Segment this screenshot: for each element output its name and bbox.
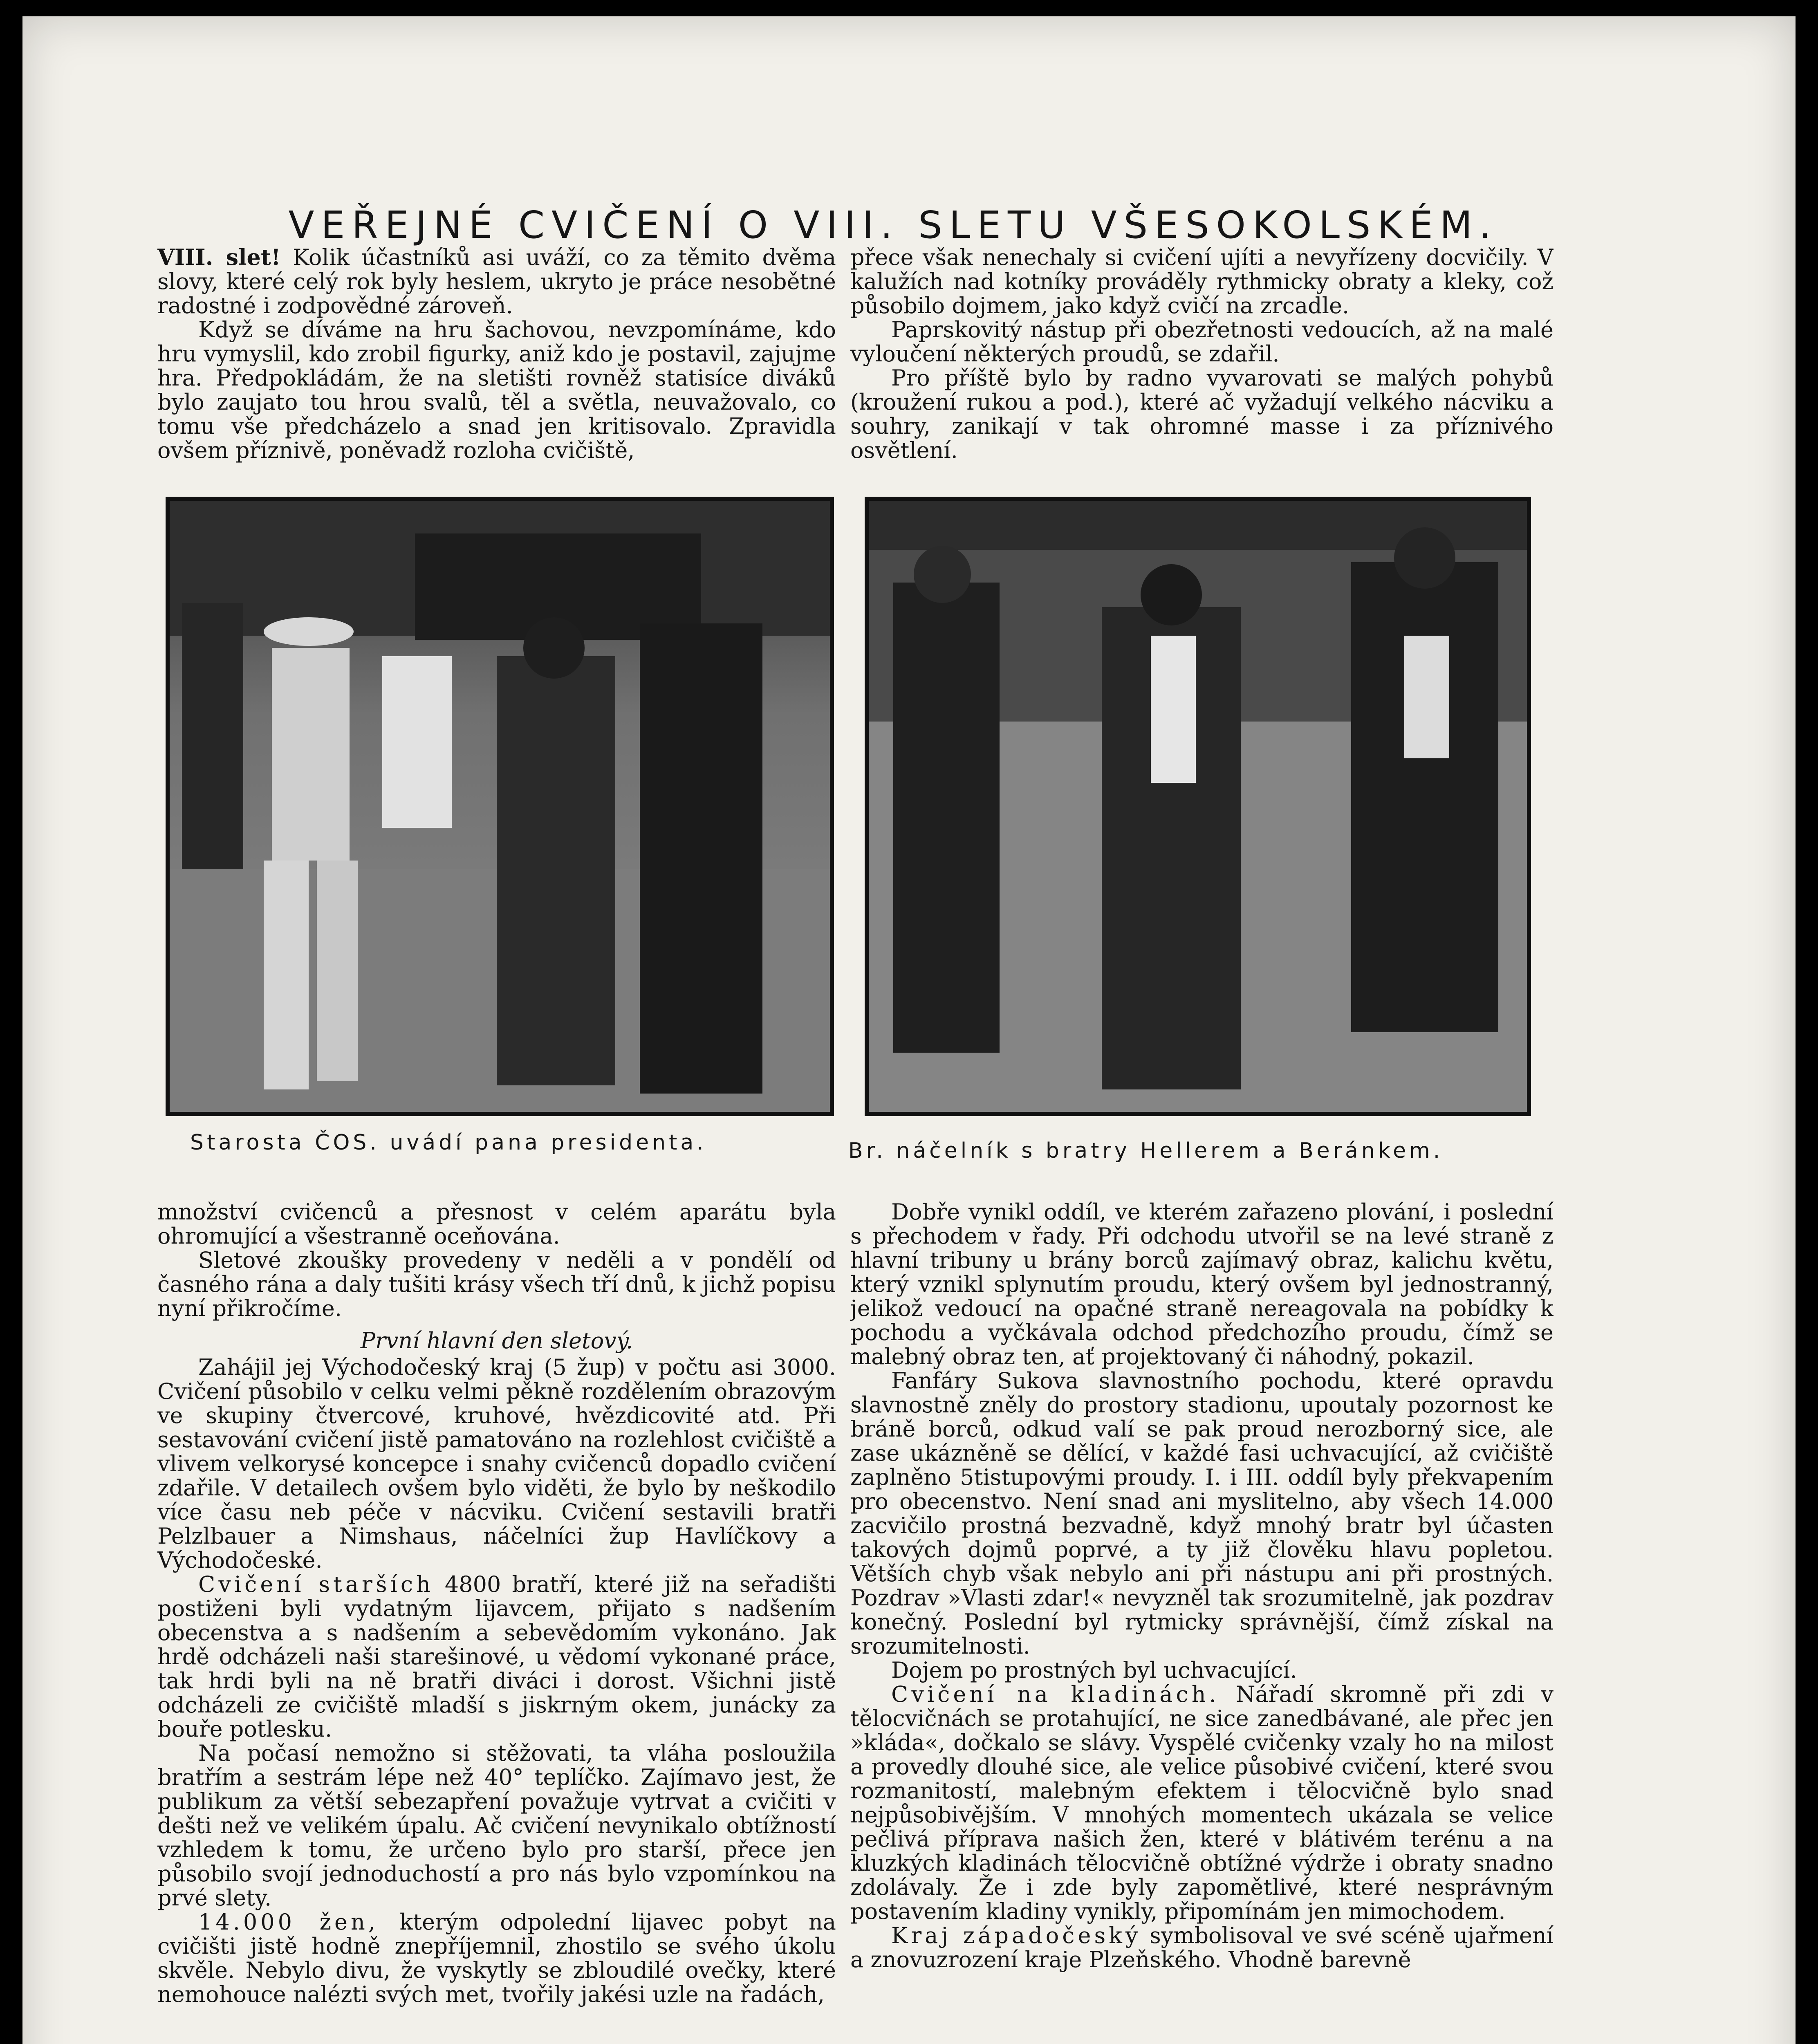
paragraph: Sletové zkoušky provedeny v neděli a v pondělí od časného rána a daly tušiti krásy všech tří dnů, k jichž popisu nyní přikročíme. — [157, 1247, 836, 1321]
paragraph — [157, 245, 836, 318]
paragraph — [850, 1923, 1553, 1972]
paragraph-text: kterým odpolední lijavec pobyt na cvičišti jistě hodně znepříjemnil, zhostilo se svého úkolu skvěle. Nebylo divu, že vyskytly se zbloudilé ovečky, které nemohouce nalézti svých met, tvořily jakési uzle na řadách, — [157, 1909, 836, 2007]
caption-left: Starosta ČOS. uvádí pana presidenta. — [190, 1130, 707, 1155]
paragraph-text: 4800 bratří, které již na seřadišti postiženi byli vydatným lijavcem, přijato s nadšením obecenstva a s nadšením a sebevědomím vykonáno. Jak hrdě odcházeli naši starešinové, u vědomí vykonané práce, tak hrdi byli na ně bratři diváci i dorost. Všichni jistě odcházeli ze cvičiště mladší s jiskrným okem, junácky za bouře potlesku. — [157, 1571, 836, 1742]
paragraph: Paprskovitý nástup při obezřetnosti vedoucích, až na malé vyloučení některých proudů, se zdařil. — [850, 317, 1553, 367]
paragraph: Když se díváme na hru šachovou, nevzpomínáme, kdo hru vymyslil, kdo zrobil figurky, aniž kdo je postavil, zajujme hra. Předpokládám, že na sletišti rovněž statisíce diváků bylo zaujato tou hrou svalů, těl a světla, neuvažovalo, co tomu vše předcházelo a snad jen kritisovalo. Zpravidla ovšem příznivě, poněvadž rozloha cvičiště, — [157, 317, 836, 463]
paragraph: Dojem po prostných byl uchvacující. — [891, 1657, 1297, 1683]
lead-text: Cvičení starších — [198, 1571, 434, 1597]
lead-text: VIII. slet! — [157, 245, 281, 270]
column-top-left — [157, 245, 836, 482]
photo-image — [869, 501, 1527, 1112]
paragraph: přece však nenechaly si cvičení ujíti a nevyřízeny docvičily. V kalužích nad kotníky prováděly rythmicky obraty a kleky, což působilo dojmem, jako když cvičí na zrcadle. — [850, 245, 1553, 318]
photo-president-arrival — [166, 497, 834, 1116]
caption-right: Br. náčelník s bratry Hellerem a Beránkem. — [848, 1139, 1444, 1163]
article-title: VEŘEJNÉ CVIČENÍ O VIII. SLETU VŠESOKOLSKÉM. — [288, 203, 1498, 247]
column-top-right — [850, 245, 1553, 482]
paragraph: Zahájil jej Východočeský kraj (5 žup) v počtu asi 3000. Cvičení působilo v celku velmi pěkně rozdělením obrazovým ve skupiny čtvercové, kruhové, hvězdicovité atd. Při sestavování cvičení jistě pamatováno na rozlehlost cvičiště a vlivem velkorysé koncepce i snahy cvičenců dopadlo cvičení zdařile. V detailech ovšem bylo viděti, že bylo by neškodilo více času neb péče v nácviku. Cvičení sestavili bratři Pelzlbauer a Nimshaus, náčelníci žup Havlíčkovy a Východočeské. — [157, 1354, 836, 1573]
paragraph: Na počasí nemožno si stěžovati, ta vláha posloužila bratřím a sestrám lépe než 40° teplíčko. Zajímavo jest, že publikum za větší sebezapření považuje vytrvat a cvičiti v dešti než ve velikém úpalu. Ač cvičení nevynikalo obtížností vzhledem k tomu, že určeno bylo pro starší, přece jen působilo svojí jednoduchostí a pro nás bylo vzpomínkou na prvé slety. — [157, 1740, 836, 1911]
paragraph-text: symbolisoval ve své scéně ujařmení a znovuzrození kraje Plzeňského. Vhodně barevně — [850, 1923, 1553, 1972]
column-bottom-left — [157, 1200, 836, 2044]
paragraph — [850, 1682, 1553, 1923]
photo-nacelnik-with-brothers — [865, 497, 1531, 1116]
lead-text: Kraj západočeský — [891, 1923, 1141, 1948]
paragraph: Pro příště bylo by radno vyvarovati se malých pohybů (kroužení rukou a pod.), které ač vyžadují velkého nácviku a souhry, zanikají v tak ohromné masse i za příznivého osvětlení. — [850, 365, 1553, 463]
paragraph: Fanfáry Sukova slavnostního pochodu, které opravdu slavnostně zněly do prostory stadionu, upoutaly pozornost ke bráně borců, odkud valí se pak proud nerozborný sice, ale zase ukázněně se dělící, v každé fasi uchvacující, až cvičiště zaplněno 5tistupovými proudy. I. i III. oddíl byly překvapením pro obecenstvo. Není snad ani myslitelno, aby všech 14.000 zacvičilo prostná bezvadně, když mnohý bratr byl účasten takových dojmů poprvé, a ty již člověku hlavu popletou. Větších chyb však nebylo ani při nástupu ani při prostných. Pozdrav »Vlasti zdar!« nevyzněl tak srozumitelně, jak pozdrav konečný. Poslední byl rytmicky správnější, čímž získal na srozumitelnosti. — [850, 1368, 1553, 1659]
lead-text: 14.000 žen, — [198, 1909, 379, 1935]
paragraph-text: Kolik účastníků asi uváží, co za těmito dvěma slovy, které celý rok byly heslem, ukryto je práce nesobětné radostné i zodpovědné zároveň. — [157, 245, 836, 318]
paragraph — [157, 1910, 836, 2006]
paragraph: Dobře vynikl oddíl, ve kterém zařazeno plování, i poslední s přechodem v řady. Při odchodu utvořil se na levé straně z hlavní tribuny u brány borců zajímavý obraz, kalichu květu, který vznikl splynutím proudu, který ovšem byl jednostranný, jelikož vedoucí na opačné straně nereagovala na pobídky k pochodu a vyčkávala odchod předchozího proudu, čímž se malebný obraz ten, ať projektovaný či náhodný, pokazil. — [850, 1200, 1553, 1369]
paragraph — [157, 1572, 836, 1741]
photo-image — [170, 501, 830, 1112]
magazine-page — [22, 16, 1796, 2044]
lead-text: Cvičení na kladinách. — [891, 1681, 1219, 1707]
paragraph-text: Nářadí skromně při zdi v tělocvičnách se protahující, ne sice zanedbávané, ale přec jen »kláda«, dočkalo se slávy. Vyspělé cvičenky vzaly ho na milost a provedly dlouhé sice, ale velice působivé cvičení, které svou rozmanitostí, malebným efektem i tělocvičně bylo snad nejpůsobivějším. V mnohých momentech ukázala se velice pečlivá příprava našich žen, které v blátivém terénu a na kluzkých kladinách tělocvičně obtížné výdrže i obraty snadno zdolávaly. Že i zde byly zapomětlivé, které nesprávným postavením kladiny vynikly, připomínám jen mimochodem. — [850, 1681, 1553, 1924]
column-bottom-right — [850, 1200, 1553, 2044]
section-heading: První hlavní den sletový. — [360, 1328, 633, 1354]
paragraph: množství cvičenců a přesnost v celém aparátu byla ohromující a všestranně oceňována. — [157, 1200, 836, 1249]
